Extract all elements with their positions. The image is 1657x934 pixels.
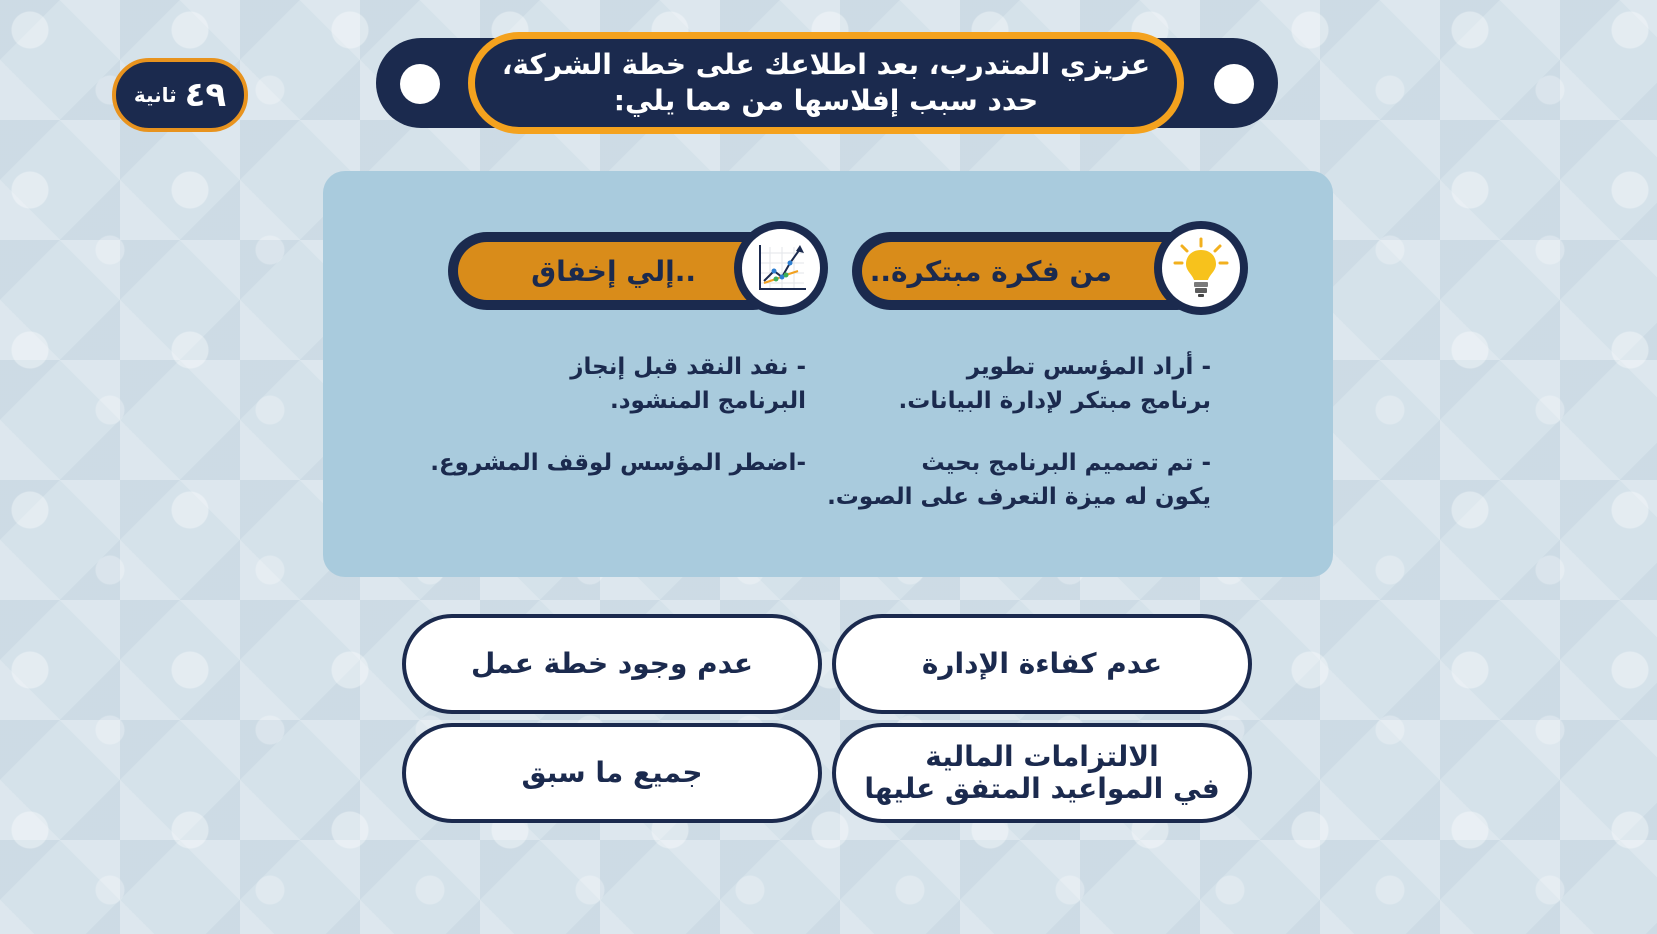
end-point-1: - نفد النقد قبل إنجاز البرنامج المنشود. bbox=[570, 354, 806, 414]
answer-option-1[interactable]: عدم كفاءة الإدارة bbox=[832, 614, 1252, 714]
end-title: ..إلي إخفاق bbox=[531, 254, 696, 288]
question-banner bbox=[468, 32, 1184, 134]
answer-option-4[interactable]: جميع ما سبق bbox=[402, 723, 822, 823]
end-point-2: -اضطر المؤسس لوقف المشروع. bbox=[430, 450, 806, 476]
chart-decline-icon bbox=[754, 241, 808, 295]
start-title: من فكرة مبتكرة.. bbox=[869, 254, 1112, 288]
question-text bbox=[502, 47, 1150, 119]
answer-option-2[interactable]: عدم وجود خطة عمل bbox=[402, 614, 822, 714]
question-line-1: عزيزي المتدرب، بعد اطلاعك على خطة الشركة، bbox=[501, 48, 1151, 81]
start-point-2: - تم تصميم البرنامج بحيث يكون له ميزة التعرف على الصوت. bbox=[827, 450, 1211, 510]
banner-right-dot bbox=[1214, 64, 1254, 104]
start-point-1: - أراد المؤسس تطوير برنامج مبتكر لإدارة البيانات. bbox=[898, 354, 1211, 414]
countdown-timer bbox=[112, 58, 248, 132]
timer-value: ٤٩ bbox=[184, 75, 227, 115]
answer-option-3[interactable]: الالتزامات المالية في المواعيد المتفق عليها bbox=[832, 723, 1252, 823]
timer-unit: ثانية bbox=[133, 83, 177, 107]
lightbulb-icon-badge bbox=[1154, 221, 1248, 315]
chart-icon-badge bbox=[734, 221, 828, 315]
banner-left-dot bbox=[400, 64, 440, 104]
question-line-2: حدد سبب إفلاسها من مما يلي: bbox=[613, 84, 1039, 117]
lightbulb-icon bbox=[1173, 237, 1229, 299]
